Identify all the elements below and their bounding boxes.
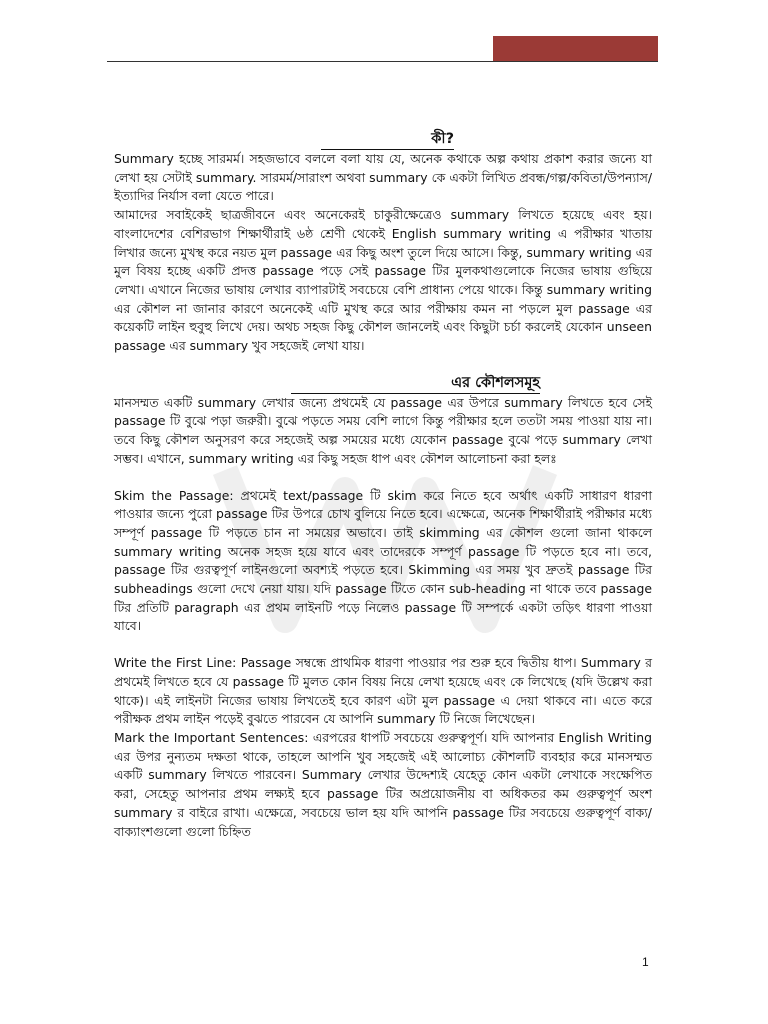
paragraph-first-line: Write the First Line: Passage সম্বন্ধে প্রাথমিক ধারণা পাওয়ার পর শুরু হবে দ্বিতীয় ধাপ। Summary র প্রথমেই লিখতে হবে যে passage টি মুলত কোন বিষয় নিয়ে লেখা হয়েছে এবং কে লিখেছে (যদি উল্লেখ করা থাকে)। এই লাইনটা নিজের ভাষায় লিখতেই হবে কারণ এটা মুল passage এ দেয়া থাকবে না। এতে করে পরীক্ষক প্রথম লাইন পড়েই বুঝতে পারবেন যে আপনি summary টি নিজে লিখেছেন। (114, 655, 652, 727)
header-rule (107, 61, 658, 62)
document-body (114, 130, 652, 841)
spacer (114, 636, 652, 654)
section-heading-techniques (114, 374, 540, 394)
paragraph: মানসম্মত একটি summary লেখার জন্যে প্রথমেই যে passage এর উপরে summary লিখতে হবে সেই passage টি বুঝে পড়া জরুরী। বুঝে পড়তে সময় বেশি লাগে কিন্তু পরীক্ষার হলে ততটা সময় পাওয়া যায় না। তবে কিছু কৌশল অনুসরণ করে সহজেই অল্প সময়ের মধ্যে যেকোন passage বুঝে পড়ে summary লেখা সম্ভব। এখানে, summary writing এর কিছু সহজ ধাপ এবং কৌশল আলোচনা করা হলঃ (114, 394, 652, 466)
section-heading-what (114, 130, 454, 150)
section-heading-text: এর কৌশলসমূহ (291, 374, 540, 394)
spacer (114, 356, 652, 374)
header-color-block (493, 36, 658, 62)
page-number: 1 (642, 955, 649, 969)
spacer (114, 469, 652, 487)
section-heading-text: কী? (321, 130, 454, 150)
paragraph-mark-sentences: Mark the Important Sentences: এরপরের ধাপটি সবচেয়ে গুরুত্বপূর্ণ। যদি আপনার English Writing এর উপর নুন্যতম দক্ষতা থাকে, তাহলে আপনি খুব সহজেই এই আলোচ্য কৌশলটি ব্যবহার করে মানসম্মত একটি summary লিখতে পারবেন। Summary লেখার উদ্দেশ্যই যেহেতু কোন একটা লেখাকে সংক্ষেপিত করা, সেহেতু আপনার প্রথম লক্ষ্যই হবে passage টির অপ্রয়োজনীয় বা অধিকতর কম গুরুত্বপূর্ণ অংশ summary র বাইরে রাখা। এক্ষেত্রে, সবচেয়ে ভাল হয় যদি আপনি passage টির সবচেয়ে গুরুত্বপূর্ণ বাক্য/বাক্যাংশগুলো গুলো চিহ্নিত (114, 729, 652, 839)
paragraph-skim: Skim the Passage: প্রথমেই text/passage টি skim করে নিতে হবে অর্থাৎ একটি সাধারণ ধারণা পাওয়ার জন্যে পুরো passage টির উপরে চোখ বুলিয়ে নিতে হবে। এক্ষেত্রে, অনেক শিক্ষার্থীরাই পরীক্ষার মধ্যে সম্পূর্ণ passage টি পড়তে চান না সময়ের অভাবে। তাই skimming এর কৌশল গুলো জানা থাকলে summary writing অনেক সহজ হয়ে যাবে এবং তাদেরকে সম্পূর্ণ passage টি পড়তে হবে না। তবে, passage টির গুরত্বপূর্ণ লাইনগুলো অবশ্যই পড়তে হবে। Skimming এর সময় খুব দ্রুতই passage টির subheadings গুলো দেখে নেয়া যায়। যদি passage টিতে কোন sub-heading না থাকে তবে passage টির প্রতিটি paragraph এর প্রথম লাইনটি পড়ে নিলেও passage টি সম্পর্কে একটা তড়িৎ ধারণা পাওয়া যাবে। (114, 487, 652, 634)
paragraph: আমাদের সবাইকেই ছাত্রজীবনে এবং অনেকেরই চাকুরীক্ষেত্রেও summary লিখতে হয়েছে এবং হয়। বাংলাদেশের বেশিরভাগ শিক্ষার্থীরাই ৬ষ্ঠ শ্রেণী থেকেই English summary writing এ পরীক্ষার খাতায় লিখার জন্যে মুখস্থ করে নয়ত মুল passage এর কিছু অংশ তুলে দিয়ে আসে। কিন্তু, summary writing এর মুল বিষয় হচ্ছে একটি প্রদত্ত passage পড়ে সেই passage টির মুলকথাগুলোকে নিজের ভাষায় গুছিয়ে লেখা। এখানে নিজের ভাষায় লেখার ব্যাপারটাই সবচেয়ে বেশি প্রাধান্য পেয়ে থাকে। কিন্তু summary writing এর কৌশল না জানার কারণে অনেকেই এটি মুখস্থ করে আর পরীক্ষায় কমন না পড়লে মুল passage এর কয়েকটি লাইন হুবুহু লিখে দেয়। অথচ সহজ কিছু কৌশল জানলেই এবং কিছুটা চর্চা করলেই যেকোন unseen passage এর summary খুব সহজেই লেখা যায়। (114, 207, 652, 354)
paragraph: Summary হচ্ছে সারমর্ম। সহজভাবে বললে বলা যায় যে, অনেক কথাকে অল্প কথায় প্রকাশ করার জন্যে যা লেখা হয় সেটাই summary. সারমর্ম/সারাংশ অথবা summary কে একটা লিখিত প্রবন্ধ/গল্প/কবিতা/উপন্যাস/ইত্যাদির নির্যাস বলা যেতে পারে। (114, 151, 652, 204)
